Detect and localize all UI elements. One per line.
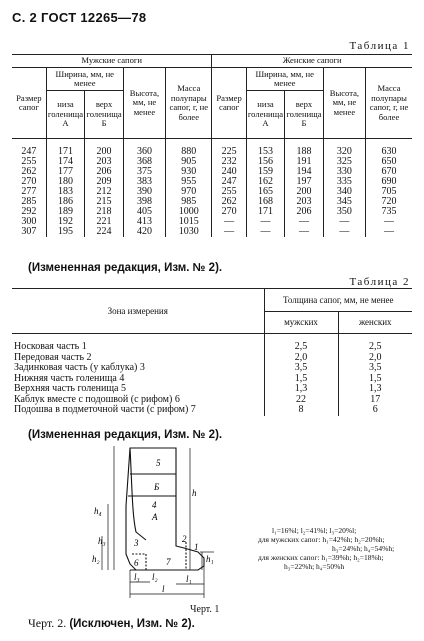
figure-caption: Черт. 1	[190, 604, 220, 615]
label-3: 3	[134, 538, 139, 548]
table-cell: 194	[285, 167, 324, 177]
table-cell: 240	[212, 167, 246, 177]
table-cell: —	[366, 227, 412, 237]
zone-zone-cell: Передовая часть 2	[14, 351, 92, 363]
table-cell: 292	[21, 206, 37, 217]
table-cell: 330	[323, 167, 365, 177]
label-a: А	[152, 512, 158, 522]
table-cell: 247	[21, 146, 37, 157]
thickness-table-body	[12, 334, 412, 416]
table-cell: 1030	[166, 227, 212, 237]
table-cell: 206	[285, 207, 324, 217]
table-cell: 156	[246, 157, 285, 167]
table-cell: 383	[123, 177, 165, 187]
table-cell: 735	[366, 207, 412, 217]
table-cell: 390	[123, 187, 165, 197]
formula-line-1: l₁=16%l; l₂=41%l; l₃=20%l;	[272, 526, 357, 535]
table-cell: 955	[166, 177, 212, 187]
table-row	[12, 227, 412, 237]
col-women: женских	[338, 311, 412, 334]
formula-line-3: h₃=24%h; h₄=54%h;	[332, 544, 395, 553]
boot-size-table	[12, 54, 412, 237]
table-cell: 420	[123, 227, 165, 237]
table-cell: 300	[21, 216, 37, 227]
table-cell: 375	[123, 167, 165, 177]
zone-zone-cell: Подошва в подметочной части (с рифом) 7	[14, 404, 196, 415]
table-cell: 1000	[166, 207, 212, 217]
table-cell: 985	[166, 197, 212, 207]
table-cell: 255	[212, 187, 246, 197]
thickness-table	[12, 288, 412, 416]
table-cell: 277	[21, 186, 37, 197]
zone-women-cell: 6	[338, 405, 412, 416]
table-cell: 413	[123, 217, 165, 227]
table-cell: 215	[85, 197, 124, 207]
table-cell: 191	[285, 157, 324, 167]
formula-line-5: h₃=22%h; h₄=50%h	[284, 562, 345, 571]
table-cell: 350	[323, 207, 365, 217]
zone-zone-cell: Верхняя часть голенища 5	[14, 383, 126, 394]
col-width-a-women: низа голенища А	[246, 91, 285, 139]
table-cell: 262	[21, 166, 37, 177]
label-h3: h₃	[98, 536, 106, 546]
table-cell: 905	[166, 157, 212, 167]
table-cell: 705	[366, 187, 412, 197]
table-cell: 171	[246, 207, 285, 217]
table-cell: 180	[46, 177, 85, 187]
table-cell: 368	[123, 157, 165, 167]
boot-outline	[126, 448, 204, 570]
table-cell: 930	[166, 167, 212, 177]
table-cell: —	[323, 217, 365, 227]
label-h2: h₂	[92, 554, 100, 564]
zone-men-cell: 8	[264, 405, 338, 416]
boot-seam	[130, 448, 146, 540]
table-cell: 203	[85, 157, 124, 167]
table-cell: 177	[46, 167, 85, 177]
table-cell: 630	[366, 147, 412, 157]
table-cell: 670	[366, 167, 412, 177]
table-cell: 255	[21, 156, 37, 167]
table-cell: 720	[366, 197, 412, 207]
label-h4: h₄	[94, 506, 102, 516]
table-cell: —	[285, 227, 324, 237]
table-cell: 880	[166, 147, 212, 157]
zone-women-cell: 1,3	[338, 384, 412, 395]
table-cell: 405	[123, 207, 165, 217]
zone-men-cell: 22	[264, 395, 338, 406]
boot-drawing	[90, 444, 214, 602]
table-cell: 690	[366, 177, 412, 187]
zone-men-cell: 1,5	[264, 374, 338, 385]
label-6: 6	[134, 558, 139, 568]
table-cell: 186	[46, 197, 85, 207]
table-cell: 183	[46, 187, 85, 197]
zone-zone-cell: Каблук вместе с подошвой (с рифом) 6	[14, 393, 180, 405]
col-mass-men: Масса полупары сапог, г, не более	[166, 68, 212, 139]
table-cell: 970	[166, 187, 212, 197]
zone-zone-cell: Задинковая часть (у каблука) 3	[14, 362, 145, 373]
table-cell: 335	[323, 177, 365, 187]
table-cell: —	[366, 217, 412, 227]
label-l: l	[162, 584, 165, 594]
label-l3: l₃	[134, 572, 140, 582]
col-width-women: Ширина, мм, не менее	[246, 68, 323, 91]
col-height-men: Высота, мм, не менее	[123, 68, 165, 139]
table-cell: 285	[21, 196, 37, 207]
table-cell: 189	[46, 207, 85, 217]
footer-note-bold: (Исключен, Изм. № 2).	[69, 618, 195, 630]
table-cell: 270	[21, 176, 37, 187]
table-cell: 325	[323, 157, 365, 167]
table-cell: 270	[212, 207, 246, 217]
table-cell: 224	[85, 227, 124, 237]
label-l2: l₂	[152, 572, 158, 582]
col-width-men: Ширина, мм, не менее	[46, 68, 123, 91]
table-cell: 232	[212, 157, 246, 167]
col-width-a-men: низа голенища А	[46, 91, 85, 139]
zone-men-cell: 3,5	[264, 363, 338, 374]
table-cell: 345	[323, 197, 365, 207]
zone-women-cell: 2,5	[338, 342, 412, 353]
page-header: С. 2 ГОСТ 12265—78	[12, 10, 147, 25]
table2-caption: Таблица 2	[349, 276, 410, 288]
table-cell: 171	[46, 147, 85, 157]
formula-block	[258, 526, 394, 571]
label-b: Б	[154, 482, 160, 492]
table-cell: 206	[85, 167, 124, 177]
table1-caption: Таблица 1	[349, 40, 410, 52]
table-row	[12, 405, 412, 416]
table1-note: (Измененная редакция, Изм. № 2).	[28, 262, 223, 274]
table-row	[12, 363, 412, 374]
label-h1: h₁	[206, 554, 214, 564]
table-cell: 174	[46, 157, 85, 167]
men-group-header: Мужские сапоги	[12, 55, 212, 68]
boot-size-table-body	[12, 139, 412, 238]
table-cell: 200	[285, 187, 324, 197]
table-cell: —	[285, 217, 324, 227]
table-cell: 200	[85, 147, 124, 157]
table-cell: 209	[85, 177, 124, 187]
table-cell: 165	[246, 187, 285, 197]
label-5: 5	[156, 458, 161, 468]
table-cell: —	[212, 217, 246, 227]
col-men: мужских	[264, 311, 338, 334]
zone-women-cell: 17	[338, 395, 412, 406]
label-2: 2	[182, 534, 187, 544]
zone-men-cell: 2,0	[264, 353, 338, 364]
col-size-men: Размер сапог	[16, 92, 42, 112]
zone-women-cell: 1,5	[338, 374, 412, 385]
table2-note: (Измененная редакция, Изм. № 2).	[28, 429, 223, 441]
zone-men-cell: 1,3	[264, 384, 338, 395]
footer-note-prefix: Черт. 2.	[28, 616, 70, 630]
label-h: h	[192, 488, 197, 498]
zone-zone-cell: Носковая часть 1	[14, 341, 87, 352]
table-cell: 225	[212, 147, 246, 157]
zone-zone-cell: Нижняя часть голенища 4	[14, 372, 125, 384]
table-cell: 1015	[166, 217, 212, 227]
table-cell: 262	[212, 197, 246, 207]
col-width-b-men: верх голенища Б	[85, 91, 124, 139]
col-thickness: Толщина сапог, мм, не менее	[264, 289, 412, 312]
women-group-header: Женские сапоги	[212, 55, 412, 68]
table-cell: 203	[285, 197, 324, 207]
col-size-women: Размер сапог	[212, 68, 246, 139]
zone-men-cell: 2,5	[264, 342, 338, 353]
col-height-women: Высота, мм, не менее	[323, 68, 365, 139]
table-cell: —	[212, 227, 246, 237]
table-cell: 197	[285, 177, 324, 187]
table-cell: —	[246, 217, 285, 227]
table-cell: 192	[46, 217, 85, 227]
col-mass-women: Масса полупары сапог, г, не более	[366, 68, 412, 139]
zone-women-cell: 2,0	[338, 353, 412, 364]
table-cell: 247	[212, 177, 246, 187]
label-l1: l₁	[186, 574, 192, 584]
formula-line-2: для мужских сапог: h₁=42%h; h₂=20%h;	[258, 535, 385, 544]
table-cell: 168	[246, 197, 285, 207]
formula-line-4: для женских сапог: h₁=39%h; h₂=18%h;	[258, 553, 384, 562]
table-cell: 398	[123, 197, 165, 207]
col-width-b-women: верх голенища Б	[285, 91, 324, 139]
table-cell: 188	[285, 147, 324, 157]
table-cell: 218	[85, 207, 124, 217]
table-cell: 162	[246, 177, 285, 187]
table-cell: —	[246, 227, 285, 237]
table-cell: 307	[21, 226, 37, 237]
label-7: 7	[166, 557, 171, 567]
table-cell: 340	[323, 187, 365, 197]
table-row	[12, 384, 412, 395]
table-cell: 221	[85, 217, 124, 227]
table-cell: 650	[366, 157, 412, 167]
zone-women-cell: 3,5	[338, 363, 412, 374]
table-row	[12, 342, 412, 353]
table-cell: 320	[323, 147, 365, 157]
table-cell: 360	[123, 147, 165, 157]
table-cell: 153	[246, 147, 285, 157]
table-cell: 212	[85, 187, 124, 197]
label-4: 4	[152, 500, 157, 510]
table-cell: —	[323, 227, 365, 237]
table-cell: 159	[246, 167, 285, 177]
col-zone: Зона измерения	[107, 306, 168, 316]
table-cell: 195	[46, 227, 85, 237]
footer-note	[28, 616, 195, 631]
label-1: 1	[194, 542, 199, 552]
